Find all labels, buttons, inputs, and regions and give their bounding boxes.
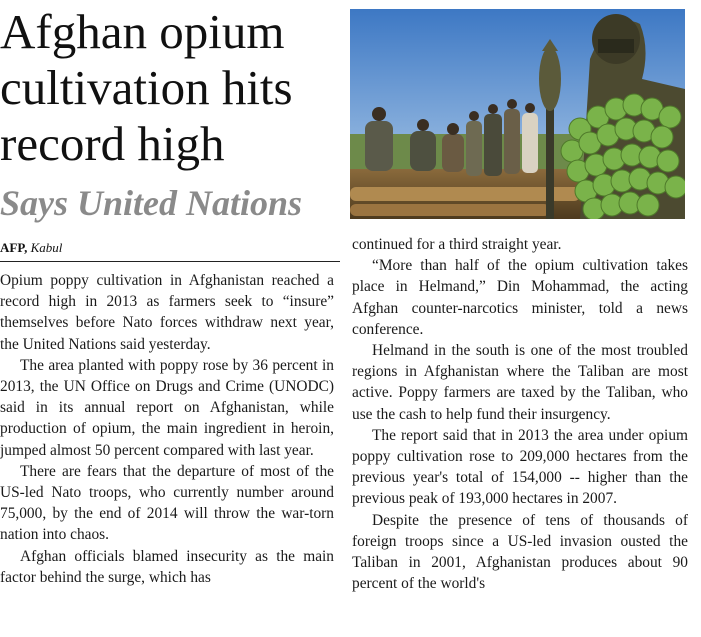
paragraph: Opium poppy cultivation in Afghanistan reached a record high in 2013 as farmers seek to “insure” themselves before Nato forces withdraw next year, the United Nations said yesterday. [0,272,334,353]
paragraph: Afghan officials blamed insecurity as the main factor behind the surge, which has [0,547,334,586]
news-photo [350,9,685,219]
paragraph: There are fears that the departure of most of the US-led Nato troops, who currently number around 75,000, by the end of 2014 will throw the war-torn nation into chaos. [0,462,334,544]
paragraph: The report said that in 2013 the area under opium poppy cultivation rose to 209,000 hectares from the previous year's total of 154,000 -- higher than the previous peak of 193,000 hectares in 2007. [352,426,688,508]
paragraph: Despite the presence of tens of thousands of foreign troops since a US-led invasion ousted the Taliban in 2001, Afghanistan produces about 90 percent of the world's [352,511,688,593]
paragraph: The area planted with poppy rose by 36 percent in 2013, the UN Office on Drugs and Crime (UNODC) said in its annual report on Afghanistan, while production of opium, the main ingredient in heroin, jumped almost 50 percent compared with last year. [0,356,334,459]
paragraph: Helmand in the south is one of the most troubled regions in Afghanistan where the Taliban are most active. Poppy farmers are taxed by the Taliban, who use the cash to help fund their insurgency. [352,342,688,423]
paragraph: continued for a third straight year. [352,236,562,253]
byline-divider [0,261,340,262]
article-column-right [352,234,688,594]
paragraph: “More than half of the opium cultivation takes place in Helmand,” Din Mohammad, the acting Afghan counter-narcotics minister, told a news conference. [352,257,688,338]
photo-poppy-field-icon [350,9,685,219]
byline-place: Kabul [30,240,63,255]
headline: Afghan opium cultivation hits record high [0,4,293,171]
byline-agency: AFP, [0,240,28,255]
article-column-left [0,270,334,588]
subheadline: Says United Nations [0,183,303,223]
byline [0,240,62,256]
